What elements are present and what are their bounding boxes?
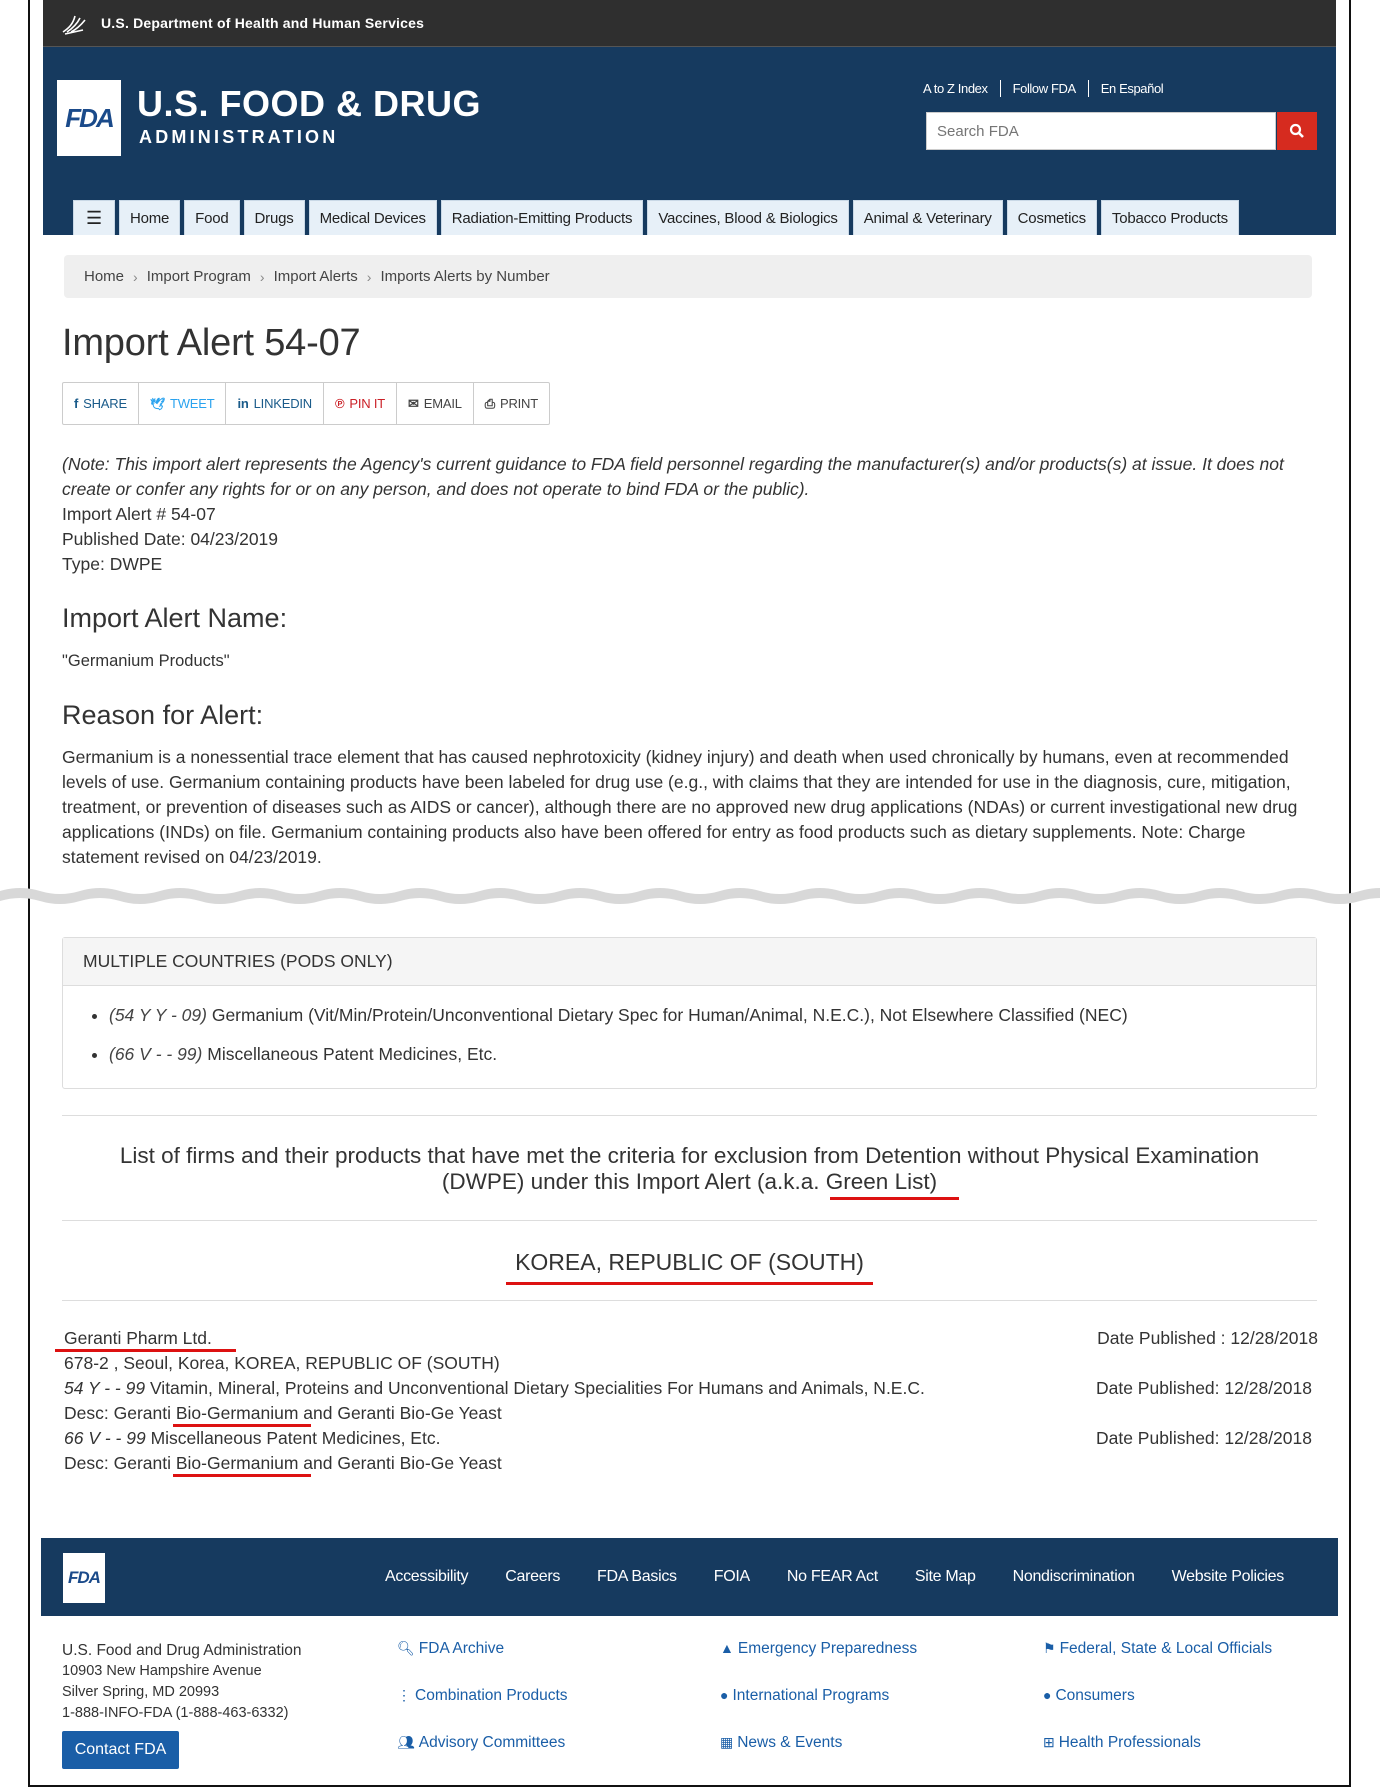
flag-icon: ⚑ bbox=[1043, 1640, 1056, 1656]
plus-square-icon: ⊞ bbox=[1043, 1734, 1055, 1750]
footer-link-label: Consumers bbox=[1055, 1687, 1135, 1704]
breadcrumb-home[interactable]: Home bbox=[84, 268, 125, 285]
product-text: Miscellaneous Patent Medicines, Etc. bbox=[207, 1044, 498, 1064]
date-value: 12/28/2018 bbox=[1230, 1328, 1318, 1348]
share-label: SHARE bbox=[83, 396, 127, 411]
divider bbox=[62, 1300, 1317, 1301]
red-underline-annotation bbox=[173, 1424, 311, 1427]
breadcrumb-current: Imports Alerts by Number bbox=[380, 268, 550, 285]
footer-logo-text: FDA bbox=[68, 1568, 100, 1587]
breadcrumb bbox=[64, 255, 1312, 298]
chevron-right-icon: › bbox=[259, 268, 265, 285]
date-label: Date Published: bbox=[1095, 1428, 1220, 1448]
product-row bbox=[64, 1426, 1318, 1451]
brand-title[interactable]: U.S. FOOD & DRUG bbox=[137, 83, 482, 124]
meta-label: Type: bbox=[62, 554, 105, 574]
chevron-right-icon: › bbox=[366, 268, 372, 285]
product-detail bbox=[64, 1451, 1318, 1476]
product-line bbox=[64, 1426, 440, 1451]
main-nav bbox=[73, 200, 1239, 235]
nav-tab-tobacco[interactable]: Tobacco Products bbox=[1101, 200, 1239, 235]
sitemap-icon: ⋮ bbox=[397, 1687, 411, 1703]
share-label: TWEET bbox=[169, 396, 215, 411]
footer-link-label: Federal, State & Local Officials bbox=[1059, 1640, 1273, 1657]
hamburger-icon: ☰ bbox=[86, 207, 102, 228]
warning-icon: ▲ bbox=[720, 1640, 734, 1656]
alert-name-value: "Germanium Products" bbox=[62, 652, 230, 670]
site-header bbox=[43, 47, 1336, 235]
green-list-line2 bbox=[62, 1169, 1317, 1195]
util-link-a-to-z[interactable]: A to Z Index bbox=[923, 81, 988, 96]
linkedin-icon: in bbox=[237, 396, 249, 411]
footer-city: Silver Spring, MD 20993 bbox=[62, 1684, 220, 1700]
footer-link-nondiscrimination[interactable]: Nondiscrimination bbox=[1012, 1568, 1135, 1585]
countries-panel bbox=[62, 937, 1317, 1089]
detail-text: and Geranti Bio-Ge Yeast bbox=[303, 1453, 502, 1473]
date-label: Date Published: bbox=[1095, 1378, 1220, 1398]
user-icon: ● bbox=[1043, 1687, 1052, 1703]
nav-tab-radiation[interactable]: Radiation-Emitting Products bbox=[441, 200, 644, 235]
product-date bbox=[1096, 1376, 1318, 1401]
divider bbox=[62, 1220, 1317, 1221]
print-icon: ⎙ bbox=[484, 395, 495, 411]
share-email-button[interactable] bbox=[397, 383, 474, 424]
published-date-row bbox=[62, 527, 1316, 552]
hhs-label[interactable]: U.S. Department of Health and Human Services bbox=[101, 15, 425, 31]
brand-subtitle: ADMINISTRATION bbox=[139, 127, 339, 147]
product-code: 54 Y - - 99 bbox=[64, 1378, 146, 1398]
search-input[interactable] bbox=[927, 113, 1277, 149]
footer-phone: 1-888-INFO-FDA (1-888-463-6332) bbox=[62, 1705, 289, 1721]
footer-link-news[interactable] bbox=[720, 1734, 842, 1752]
green-list-text: (DWPE) under this Import Alert (a.k.a. bbox=[441, 1169, 820, 1194]
firm-entry bbox=[64, 1326, 1318, 1476]
divider bbox=[62, 1115, 1317, 1116]
page-break-divider bbox=[0, 883, 1380, 907]
green-list-highlight: Green List bbox=[825, 1169, 930, 1194]
footer-org-name: U.S. Food and Drug Administration bbox=[62, 1642, 302, 1659]
detail-text: Desc: Geranti bbox=[64, 1403, 171, 1423]
list-item bbox=[109, 996, 1316, 1035]
footer-link-label: Advisory Committees bbox=[418, 1734, 566, 1751]
footer-fda-logo[interactable] bbox=[63, 1553, 105, 1603]
footer-link-officials[interactable] bbox=[1043, 1640, 1272, 1658]
meta-label: Import Alert # bbox=[62, 504, 167, 524]
util-link-follow-fda[interactable]: Follow FDA bbox=[1012, 81, 1076, 96]
green-list-title bbox=[62, 1143, 1317, 1195]
footer-link-international[interactable] bbox=[720, 1687, 889, 1705]
product-code-list bbox=[63, 986, 1316, 1074]
country-heading: KOREA, REPUBLIC OF (SOUTH) bbox=[515, 1249, 864, 1275]
share-print-button[interactable] bbox=[474, 383, 549, 424]
detail-highlight: Bio-Germanium bbox=[175, 1453, 299, 1473]
reason-heading: Reason for Alert: bbox=[62, 700, 264, 730]
nav-tab-food[interactable]: Food bbox=[184, 200, 239, 235]
chevron-right-icon: › bbox=[133, 268, 138, 285]
menu-toggle[interactable] bbox=[73, 200, 115, 235]
green-list-line1: List of firms and their products that have met the criteria for exclusion from Detention without Physical Examination bbox=[119, 1143, 1260, 1168]
type-row bbox=[62, 552, 1316, 577]
footer-link-website-policies[interactable]: Website Policies bbox=[1171, 1568, 1284, 1585]
date-label: Date Published : bbox=[1097, 1328, 1226, 1348]
share-pinterest-button[interactable] bbox=[324, 383, 397, 424]
fda-logo-text: FDA bbox=[65, 102, 113, 133]
product-code: (54 Y Y - 09) bbox=[109, 1005, 207, 1025]
footer-link-foia[interactable]: FOIA bbox=[713, 1568, 750, 1585]
footer-link-label: News & Events bbox=[737, 1734, 843, 1751]
detail-text: and Geranti Bio-Ge Yeast bbox=[303, 1403, 502, 1423]
red-underline-annotation bbox=[506, 1282, 873, 1285]
share-bar bbox=[62, 382, 550, 425]
hhs-eagle-icon bbox=[59, 8, 89, 38]
utility-links bbox=[923, 80, 1163, 97]
footer-link-careers[interactable]: Careers bbox=[505, 1568, 561, 1585]
detail-highlight: Bio-Germanium bbox=[175, 1403, 299, 1423]
share-label: LINKEDIN bbox=[253, 396, 313, 411]
footer-address bbox=[62, 1640, 302, 1724]
meta-label: Published Date: bbox=[62, 529, 186, 549]
product-desc: Miscellaneous Patent Medicines, Etc. bbox=[150, 1428, 441, 1448]
footer-link-label: Health Professionals bbox=[1058, 1734, 1201, 1751]
fda-logo[interactable] bbox=[57, 80, 121, 156]
footer-link-combination[interactable] bbox=[397, 1687, 568, 1705]
nav-tab-drugs[interactable]: Drugs bbox=[244, 200, 305, 235]
date-value: 12/28/2018 bbox=[1224, 1428, 1312, 1448]
firm-date bbox=[1097, 1326, 1318, 1351]
firm-header-row bbox=[64, 1326, 1318, 1351]
product-desc: Vitamin, Mineral, Proteins and Unconventional Dietary Specialities For Humans and Animals, N.E.C. bbox=[149, 1378, 925, 1398]
alert-number: 54-07 bbox=[170, 504, 216, 524]
product-code: (66 V - - 99) bbox=[109, 1044, 203, 1064]
detail-text: Desc: Geranti bbox=[64, 1453, 171, 1473]
nav-tab-vaccines[interactable]: Vaccines, Blood & Biologics bbox=[647, 200, 848, 235]
nav-tab-animal[interactable]: Animal & Veterinary bbox=[853, 200, 1003, 235]
contact-fda-button[interactable]: Contact FDA bbox=[62, 1731, 179, 1769]
page-title: Import Alert 54-07 bbox=[62, 322, 361, 364]
panel-heading: MULTIPLE COUNTRIES (PODS ONLY) bbox=[63, 938, 1316, 986]
util-link-espanol[interactable]: En Español bbox=[1100, 81, 1164, 96]
breadcrumb-import-alerts[interactable]: Import Alerts bbox=[273, 268, 358, 285]
alert-name-heading: Import Alert Name: bbox=[62, 603, 288, 633]
search-icon: 🔍︎ bbox=[397, 1640, 415, 1656]
list-item bbox=[109, 1035, 1316, 1074]
nav-tab-cosmetics[interactable]: Cosmetics bbox=[1007, 200, 1097, 235]
red-underline-annotation bbox=[55, 1349, 236, 1352]
red-underline-annotation bbox=[830, 1197, 959, 1200]
pinterest-icon: ℗ bbox=[335, 396, 345, 411]
footer-link-health-pros[interactable] bbox=[1043, 1734, 1201, 1752]
globe-icon: ● bbox=[720, 1687, 729, 1703]
firm-name: Geranti Pharm Ltd. bbox=[64, 1328, 212, 1348]
firm-address: 678-2 , Seoul, Korea, KOREA, REPUBLIC OF (SOUTH) bbox=[64, 1353, 500, 1373]
published-date: 04/23/2019 bbox=[190, 529, 279, 549]
product-line bbox=[64, 1376, 925, 1401]
green-list-text: ) bbox=[929, 1169, 938, 1194]
footer-link-no-fear-act[interactable]: No FEAR Act bbox=[786, 1568, 878, 1585]
footer-link-accessibility[interactable]: Accessibility bbox=[385, 1568, 469, 1585]
share-label: PRINT bbox=[499, 396, 538, 411]
reason-text: Germanium is a nonessential trace element that has caused nephrotoxicity (kidney injury) and death when used chronically by humans, even at recommended levels of use. Germanium containing products have been labeled for drug use (e.g., with claims that they are intended for use in the diagnosis, cure, mitigation, treatment, or prevention of diseases such as AIDS or cancer), although there are no approved new drug applications (NDAs) or current investigational new drug applications (INDs) on file. Germanium containing products also have been offered for entry as food products such as dietary supplements. Note: Charge statement revised on 04/23/2019. bbox=[62, 747, 1298, 867]
product-code: 66 V - - 99 bbox=[64, 1428, 146, 1448]
alert-number-row bbox=[62, 502, 1316, 527]
footer-link-label: Combination Products bbox=[415, 1687, 568, 1704]
footer-link-site-map[interactable]: Site Map bbox=[914, 1568, 976, 1585]
divider bbox=[1088, 80, 1089, 97]
alert-meta bbox=[62, 502, 1316, 577]
footer-link-label: Emergency Preparedness bbox=[737, 1640, 918, 1657]
share-label: PIN IT bbox=[349, 396, 386, 411]
product-detail bbox=[64, 1401, 1318, 1426]
date-value: 12/28/2018 bbox=[1224, 1378, 1312, 1398]
footer-bar bbox=[41, 1538, 1338, 1616]
alert-type: DWPE bbox=[109, 554, 163, 574]
breadcrumb-import-program[interactable]: Import Program bbox=[146, 268, 251, 285]
nav-tab-medical-devices[interactable]: Medical Devices bbox=[309, 200, 437, 235]
footer-link-fda-basics[interactable]: FDA Basics bbox=[597, 1568, 677, 1585]
footer-street: 10903 New Hampshire Avenue bbox=[62, 1663, 262, 1679]
search-box bbox=[926, 112, 1276, 150]
red-underline-annotation bbox=[173, 1474, 311, 1477]
product-text: Germanium (Vit/Min/Protein/Unconventional Dietary Spec for Human/Animal, N.E.C.), Not Elsewhere Classified (NEC) bbox=[211, 1005, 1128, 1025]
share-linkedin-button[interactable] bbox=[226, 383, 324, 424]
footer-link-advisory[interactable] bbox=[397, 1734, 565, 1752]
twitter-icon: 🕊 bbox=[149, 396, 165, 411]
envelope-icon: ✉ bbox=[408, 395, 419, 411]
footer-link-label: FDA Archive bbox=[418, 1640, 505, 1657]
disclaimer-note: (Note: This import alert represents the Agency's current guidance to FDA field personnel regarding the manufacturer(s) and/or products(s) at issue. It does not create or confer any rights for or on any person, and does not operate to bind FDA or the public). bbox=[62, 454, 1284, 499]
share-twitter-button[interactable] bbox=[139, 383, 227, 424]
share-facebook-button[interactable] bbox=[63, 383, 139, 424]
users-icon: 👥︎ bbox=[397, 1734, 415, 1750]
footer-link-consumers[interactable] bbox=[1043, 1687, 1135, 1705]
search-icon bbox=[1289, 123, 1305, 139]
footer-link-label: International Programs bbox=[732, 1687, 890, 1704]
footer-link-emergency[interactable] bbox=[720, 1640, 917, 1658]
share-label: EMAIL bbox=[423, 396, 462, 411]
footer-link-archive[interactable] bbox=[397, 1640, 504, 1658]
search-button[interactable] bbox=[1277, 112, 1317, 150]
product-row bbox=[64, 1376, 1318, 1401]
footer-links bbox=[385, 1538, 1321, 1616]
hhs-bar bbox=[43, 0, 1336, 47]
facebook-icon: f bbox=[74, 396, 79, 411]
calendar-icon: ▦ bbox=[720, 1734, 734, 1750]
nav-tab-home[interactable]: Home bbox=[119, 200, 180, 235]
divider bbox=[1000, 80, 1001, 97]
product-date bbox=[1096, 1426, 1318, 1451]
